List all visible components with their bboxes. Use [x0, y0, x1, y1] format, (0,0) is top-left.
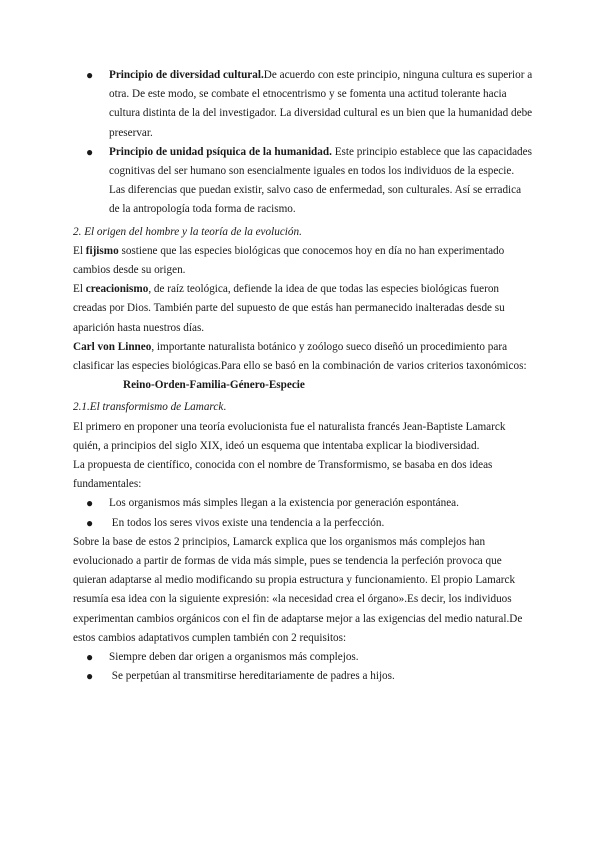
principles-list: [73, 66, 533, 220]
text-run: .: [223, 401, 227, 414]
bullet-icon: ●: [86, 669, 94, 684]
text-run: sostiene que las especies biológicas que conocemos hoy en día no han experimentado cambios desde su origen.: [73, 244, 505, 277]
list-item: [73, 514, 533, 533]
term-creacionismo: creacionismo: [85, 283, 149, 296]
paragraph-linneo: [73, 338, 533, 396]
list-item-text: Los organismos más simples llegan a la existencia por generación espontánea.: [109, 497, 459, 510]
bullet-icon: ●: [86, 650, 94, 665]
list-item-text: Se perpetúan al transmitirse hereditariamente de padres a hijos.: [109, 670, 395, 683]
text-run: , de raíz teológica, defiende la idea de que todas las especies biológicas fueron creadas por Dios. También parte del supuesto de que estás han permanecido inalteradas desde su aparición hasta nuestros días.: [73, 283, 505, 334]
list-item: [73, 143, 533, 220]
list-item: [73, 66, 533, 143]
term-fijismo: fijismo: [85, 244, 119, 257]
bullet-icon: ●: [86, 515, 94, 530]
bullet-icon: ●: [86, 68, 94, 82]
ideas-list: [73, 494, 533, 532]
text-run: El: [73, 244, 86, 257]
principle-text: De acuerdo con este principio, ninguna cultura es superior a otra. De este modo, se combate el etnocentrismo y se fomenta una actitud tolerante hacia cultura distinta de la del investigador. La diversidad cultural es un bien que la humanidad debe preservar.: [109, 69, 533, 139]
requisitos-list: [73, 648, 533, 686]
bullet-icon: ●: [86, 496, 94, 511]
paragraph-lamarck-intro: El primero en proponer una teoría evolucionista fue el naturalista francés Jean-Baptiste Lamarck quién, a principios del siglo XIX, ideó un esquema que intentaba explicar la biodiversidad.: [73, 420, 506, 452]
list-item-text: En todos los seres vivos existe una tendencia a la perfección.: [109, 516, 385, 529]
section-heading: 2. El origen del hombre y la teoría de la evolución.: [73, 225, 302, 238]
document-body: [73, 66, 533, 687]
list-item: [73, 667, 533, 686]
text-run: 2.1.El transformismo de Lamarck: [73, 401, 224, 414]
text-run: , importante naturalista botánico y zoólogo sueco diseñó un procedimiento para clasificar las especies biológicas.Para ello se basó en la combinación de varios criterios taxonómicos:: [73, 340, 527, 373]
text-run: El: [73, 283, 86, 296]
paragraph-lamarck-explanation: Sobre la base de estos 2 principios, Lamarck explica que los organismos más complejos han evolucionado a partir de formas de vida más simple, pues se tendencia la perfeción provoca que quieran adaptarse al medio modificando su propia estructura y funcionamiento. El propio Lamarck resumía esa idea con la siguiente expresión: «la necesidad crea el órgano».Es decir, los individuos experimentan cambios orgánicos con el fin de adaptarse mejor a las exigencias del medio natural.De estos cambios adaptativos cumplen también con 2 requisitos:: [73, 535, 523, 644]
principle-title: Principio de unidad psíquica de la humanidad.: [109, 145, 332, 158]
subsection-heading: [73, 398, 533, 417]
paragraph-transformismo: La propuesta de científico, conocida con el nombre de Transformismo, se basaba en dos ideas fundamentales:: [73, 459, 493, 491]
bullet-icon: ●: [86, 144, 94, 159]
principle-title: Principio de diversidad cultural.: [109, 69, 264, 81]
principle-text: Este principio establece que las capacidades cognitivas del ser humano son esencialmente iguales en todos los individuos de la especie. Las diferencias que puedan existir, salvo caso de enfermedad, son culturales. Así se erradica de la antropología toda forma de racismo.: [109, 145, 532, 216]
paragraph-fijismo: [73, 242, 533, 280]
list-item: [73, 494, 533, 513]
paragraph-creacionismo: [73, 280, 533, 338]
list-item: [73, 648, 533, 667]
list-item-text: Siempre deben dar origen a organismos más complejos.: [109, 651, 359, 664]
taxonomy-sequence: Reino-Orden-Familia-Género-Especie: [123, 379, 305, 392]
term-linneo: Carl von Linneo: [73, 340, 152, 353]
